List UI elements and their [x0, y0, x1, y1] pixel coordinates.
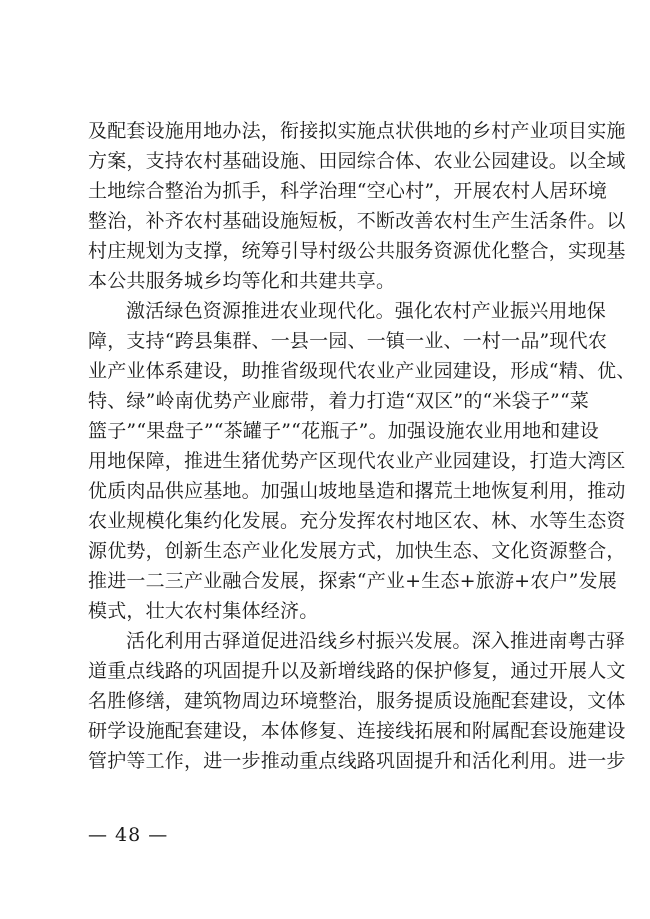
paragraph-first-line: 活化利用古驿道促进沿线乡村振兴发展。深入推进南粤古驿 [126, 630, 626, 652]
text-line: 本公共服务城乡均等化和共建共享。 [88, 270, 396, 292]
text-line: 整治，补齐农村基础设施短板，不断改善农村生产生活条件。以 [88, 210, 626, 232]
text-line: 名胜修缮，建筑物周边环境整治，服务提质设施配套建设，文体 [88, 690, 626, 712]
paragraph-first-line: 激活绿色资源推进农业现代化。强化农村产业振兴用地保 [126, 300, 607, 322]
text-line: 源优势，创新生态产业化发展方式，加快生态、文化资源整合， [88, 540, 626, 562]
text-line: 篮子”“果盘子”“茶罐子”“花瓶子”。加强设施农业用地和建设 [88, 420, 599, 442]
body-text [88, 116, 636, 776]
text-line: 土地综合整治为抓手，科学治理“空心村”，开展农村人居环境 [88, 180, 608, 202]
text-line: 村庄规划为支撑，统筹引导村级公共服务资源优化整合，实现基 [88, 240, 626, 262]
text-line: 用地保障，推进生猪优势产区现代农业产业园建设，打造大湾区 [88, 450, 626, 472]
text-line: 道重点线路的巩固提升以及新增线路的保护修复，通过开展人文 [88, 660, 626, 682]
text-line: 业产业体系建设，助推省级现代农业产业园建设，形成“精、优、 [88, 360, 636, 382]
text-line: 农业规模化集约化发展。充分发挥农村地区农、林、水等生态资 [88, 510, 626, 532]
text-line: 研学设施配套建设，本体修复、连接线拓展和附属配套设施建设 [88, 720, 626, 742]
text-line: 障，支持“跨县集群、一县一园、一镇一业、一村一品”现代农 [88, 330, 608, 352]
text-line: 管护等工作，进一步推动重点线路巩固提升和活化利用。进一步 [88, 750, 626, 772]
text-line: 推进一二三产业融合发展，探索“产业+生态+旅游+农户”发展 [88, 570, 617, 592]
text-line: 模式，壮大农村集体经济。 [88, 600, 319, 622]
text-line: 及配套设施用地办法，衔接拟实施点状供地的乡村产业项目实施 [88, 120, 626, 142]
page-number: — 48 — [88, 824, 169, 846]
text-line: 方案，支持农村基础设施、田园综合体、农业公园建设。以全域 [88, 150, 626, 172]
text-line: 特、绿”岭南优势产业廊带，着力打造“双区”的“米袋子”“菜 [88, 390, 590, 412]
text-line: 优质肉品供应基地。加强山坡地垦造和撂荒土地恢复利用，推动 [88, 480, 626, 502]
